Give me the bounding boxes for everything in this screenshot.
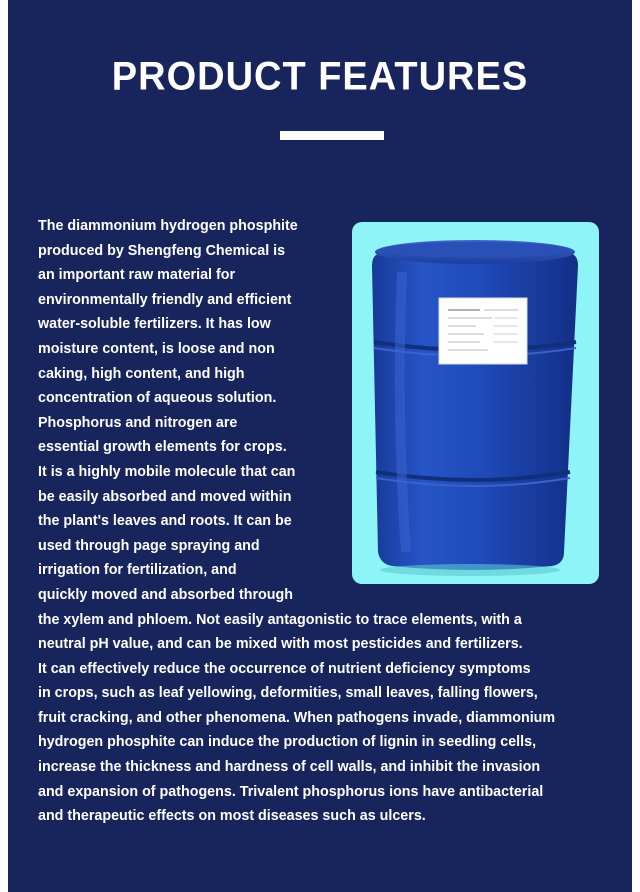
description-line: in crops, such as leaf yellowing, deformities, small leaves, falling flowers, bbox=[38, 685, 538, 702]
description-line: It is a highly mobile molecule that can bbox=[38, 463, 296, 480]
description-line: environmentally friendly and efficient bbox=[38, 291, 292, 308]
description-line: irrigation for fertilization, and bbox=[38, 562, 237, 579]
product-description bbox=[38, 214, 618, 829]
description-line: essential growth elements for crops. bbox=[38, 439, 287, 456]
description-line: be easily absorbed and moved within bbox=[38, 488, 292, 505]
description-line: and therapeutic effects on most diseases such as ulcers. bbox=[38, 808, 426, 825]
description-line: used through page spraying and bbox=[38, 537, 260, 554]
page-title: PRODUCT FEATURES bbox=[111, 54, 529, 100]
description-line: hydrogen phosphite can induce the production of lignin in seedling cells, bbox=[38, 734, 537, 751]
description-line: moisture content, is loose and non bbox=[38, 340, 275, 357]
description-line: the xylem and phloem. Not easily antagonistic to trace elements, with a bbox=[38, 611, 522, 628]
description-line: produced by Shengfeng Chemical is bbox=[38, 242, 286, 259]
title-underline bbox=[280, 131, 384, 140]
description-line: and expansion of pathogens. Trivalent phosphorus ions have antibacterial bbox=[38, 783, 544, 800]
description-line: Phosphorus and nitrogen are bbox=[38, 414, 238, 431]
description-line: the plant's leaves and roots. It can be bbox=[38, 513, 292, 530]
description-line: The diammonium hydrogen phosphite bbox=[38, 218, 298, 234]
description-line: neutral pH value, and can be mixed with most pesticides and fertilizers. bbox=[38, 636, 523, 653]
description-line: an important raw material for bbox=[38, 267, 236, 284]
description-line: concentration of aqueous solution. bbox=[38, 390, 277, 407]
description-line: water-soluble fertilizers. It has low bbox=[38, 316, 271, 333]
description-line: It can effectively reduce the occurrence of nutrient deficiency symptoms bbox=[38, 660, 531, 677]
description-line: increase the thickness and hardness of cell walls, and inhibit the invasion bbox=[38, 759, 541, 776]
description-line: quickly moved and absorbed through bbox=[38, 586, 293, 603]
description-line: fruit cracking, and other phenomena. When pathogens invade, diammonium bbox=[38, 709, 556, 726]
description-line: caking, high content, and high bbox=[38, 365, 245, 382]
